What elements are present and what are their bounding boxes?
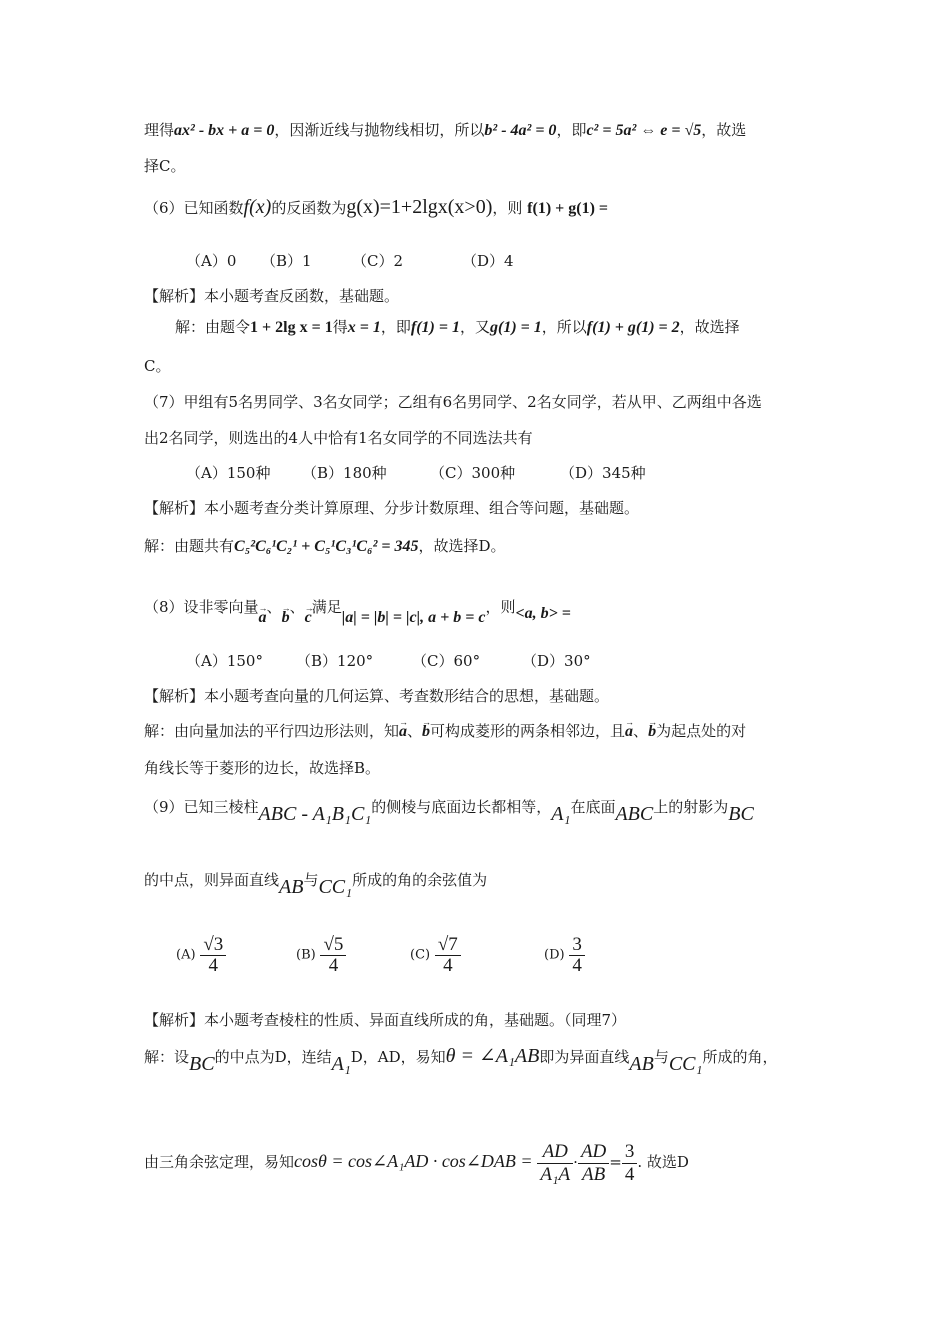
q9-question-line2 — [144, 869, 488, 898]
q9-options — [176, 935, 585, 987]
math-equation: b² - 4a² = 0 — [484, 122, 557, 139]
q6-analysis: 【解析】本小题考查反函数，基础题。 — [144, 287, 400, 305]
text: 解：由题共有 — [144, 537, 235, 555]
text: ，所以 — [541, 318, 587, 336]
denominator: 4 — [328, 955, 339, 976]
vector-c: → c — [305, 608, 312, 628]
text: . 故选D — [637, 1153, 689, 1171]
q7-question-line1: （7）甲组有5名男同学、3名女同学；乙组有6名男同学、2名女同学，若从甲、乙两组中各选 — [144, 393, 762, 411]
option-d[interactable]: （D）30° — [522, 652, 591, 670]
text: （9）已知三棱柱 — [144, 798, 259, 816]
numerator: AD — [578, 1141, 609, 1164]
option-c[interactable]: （C）300种 — [430, 464, 516, 482]
numerator: 3 — [622, 1141, 638, 1164]
numerator: √7 — [435, 935, 461, 956]
text: ，则 — [485, 598, 516, 616]
q9-solution-line2 — [144, 1136, 689, 1186]
option-a[interactable]: （A）0 — [186, 252, 237, 270]
q8-solution-line1 — [144, 721, 746, 742]
vector-a: → a — [259, 608, 267, 628]
text: 即为异面直线 — [539, 1048, 630, 1066]
math-a1: A₁ — [551, 803, 571, 825]
math-fx: f(x) — [243, 196, 272, 218]
math-cc1: CC₁ — [318, 876, 353, 898]
denominator: A₁A — [540, 1163, 571, 1185]
vector-a: → a — [625, 722, 633, 742]
math-ab: AB — [629, 1053, 654, 1075]
denominator: 4 — [443, 955, 453, 976]
text: 满足 — [311, 598, 342, 616]
q7-question-line2: 出2名同学，则选出的4人中恰有1名女同学的不同选法共有 — [144, 429, 533, 447]
option-a[interactable]: （A）150种 — [186, 464, 271, 482]
text: 得 — [332, 318, 348, 336]
q9-question-line1 — [144, 796, 754, 825]
text: ，故选择D。 — [418, 537, 506, 555]
text: 、 — [407, 722, 423, 740]
option-d[interactable]: （D）345种 — [560, 464, 646, 482]
vector-b: → b — [282, 608, 290, 628]
text: = — [609, 1153, 622, 1171]
denominator: 4 — [624, 1163, 635, 1185]
math-equation: cosθ = cos∠A₁AD · cos∠DAB = — [294, 1151, 533, 1171]
text: ，即 — [556, 121, 587, 139]
math-bc: BC — [728, 803, 754, 825]
text: （8）设非零向量 — [144, 598, 259, 616]
option-label: (B) — [296, 947, 316, 963]
fraction — [569, 935, 585, 976]
math-cc1: CC₁ — [668, 1053, 703, 1075]
fraction — [435, 935, 461, 976]
option-label: (C) — [410, 947, 431, 963]
q9-solution-line1 — [144, 1045, 778, 1075]
text: ，故选 — [701, 121, 747, 139]
text: ，又 — [459, 318, 490, 336]
vector-a: → a — [399, 722, 407, 742]
math-a1: A₁ — [331, 1053, 351, 1075]
q7-solution — [144, 536, 506, 557]
q8-options — [186, 651, 591, 671]
text: 的中点为D，连结 — [214, 1048, 332, 1066]
text: 理得 — [144, 121, 175, 139]
text: 的侧棱与底面边长都相等， — [371, 798, 552, 816]
math-theta: θ = ∠A₁AB — [445, 1045, 540, 1067]
option-d[interactable] — [544, 935, 585, 976]
fraction-ad-ab — [578, 1141, 609, 1186]
denominator: AB — [581, 1163, 606, 1185]
text: 、 — [633, 722, 649, 740]
text: 的中点，则异面直线 — [144, 871, 280, 889]
numerator: 3 — [569, 935, 585, 956]
q8-analysis: 【解析】本小题考查向量的几何运算、考查数形结合的思想，基础题。 — [144, 687, 610, 705]
fraction — [320, 935, 346, 976]
text: 可构成菱形的两条相邻边，且 — [430, 722, 626, 740]
q7-analysis: 【解析】本小题考查分类计算原理、分步计数原理、组合等问题，基础题。 — [144, 499, 640, 517]
text: · — [573, 1153, 578, 1171]
math-condition: |a| = |b| = |c|, a + b = c — [341, 609, 486, 626]
math-equation: x = 1 — [347, 319, 381, 336]
option-a[interactable] — [176, 935, 296, 976]
text: D，AD，易知 — [350, 1048, 446, 1066]
text: 与 — [653, 1048, 669, 1066]
option-c[interactable] — [410, 935, 544, 976]
math-prism: ABC - A₁B₁C₁ — [258, 803, 372, 825]
q7-options — [186, 463, 646, 483]
text: 、 — [289, 598, 305, 616]
text: 、 — [266, 598, 282, 616]
fraction-ad-a1a — [537, 1141, 573, 1186]
vector-b: → b — [648, 722, 656, 742]
text: ，故选择 — [679, 318, 740, 336]
math-question: f(1) + g(1) = — [527, 200, 609, 217]
q6-question — [144, 197, 608, 219]
q5-solution-line — [144, 120, 746, 141]
option-c[interactable]: （C）2 — [352, 252, 404, 270]
text: 解：由题令 — [175, 318, 251, 336]
option-d[interactable]: （D）4 — [462, 252, 514, 270]
q5-solution-line2: 择C。 — [144, 157, 186, 175]
text: 解：设 — [144, 1048, 190, 1066]
numerator: √3 — [200, 935, 226, 956]
math-equation: g(1) = 1 — [489, 319, 542, 336]
option-b[interactable]: （B）1 — [261, 252, 312, 270]
option-b[interactable]: （B）180种 — [302, 464, 387, 482]
option-b[interactable] — [296, 935, 410, 976]
option-b[interactable]: （B）120° — [296, 652, 374, 670]
math-gx: g(x)=1+2lgx(x>0) — [346, 196, 493, 218]
math-equation: f(1) + g(1) = 2 — [586, 319, 680, 336]
q6-options — [186, 251, 514, 271]
math-equation: c² = 5a² ⇔ e = √5 — [586, 122, 702, 139]
text: 为起点处的对 — [656, 722, 747, 740]
text: 由三角余弦定理，易知 — [144, 1153, 295, 1171]
q6-solution-end: C。 — [144, 357, 171, 375]
numerator: √5 — [320, 935, 346, 956]
text: 所成的角， — [702, 1048, 778, 1066]
text: 所成的角的余弦值为 — [352, 871, 488, 889]
text: 与 — [303, 871, 319, 889]
math-equation: C₅²C₆¹C₂¹ + C₅¹C₃¹C₆² = 345 — [234, 538, 419, 555]
q6-solution — [175, 317, 740, 338]
math-abc: ABC — [615, 803, 654, 825]
math-ab: AB — [279, 876, 304, 898]
math-equation: 1 + 2lg x = 1 — [250, 319, 333, 336]
denominator: 4 — [208, 955, 219, 976]
vector-b: → b — [422, 722, 430, 742]
option-c[interactable]: （C）60° — [412, 652, 481, 670]
math-equation: f(1) = 1 — [410, 319, 460, 336]
text: ，因渐近线与抛物线相切，所以 — [274, 121, 485, 139]
fraction-3-4 — [622, 1141, 638, 1186]
numerator: AD — [537, 1141, 573, 1164]
math-question: <a, b> = — [515, 605, 571, 622]
option-a[interactable]: （A）150° — [186, 652, 263, 670]
text: 的反函数为 — [271, 199, 347, 217]
q8-question — [144, 597, 571, 626]
text: 解：由向量加法的平行四边形法则，知 — [144, 722, 400, 740]
text: ，即 — [380, 318, 411, 336]
fraction — [200, 935, 226, 976]
text: ，则 — [492, 199, 523, 217]
option-label: (A) — [176, 947, 196, 963]
math-equation: ax² - bx + a = 0 — [174, 122, 275, 139]
text: 上的射影为 — [653, 798, 729, 816]
question-number: （6）已知函数 — [144, 199, 244, 217]
text: 在底面 — [570, 798, 616, 816]
option-label: (D) — [544, 947, 565, 963]
q8-solution-line2: 角线长等于菱形的边长，故选择B。 — [144, 759, 381, 777]
denominator: 4 — [572, 955, 582, 976]
q9-analysis: 【解析】本小题考查棱柱的性质、异面直线所成的角，基础题。（同理7） — [144, 1011, 627, 1029]
math-bc: BC — [189, 1053, 215, 1075]
